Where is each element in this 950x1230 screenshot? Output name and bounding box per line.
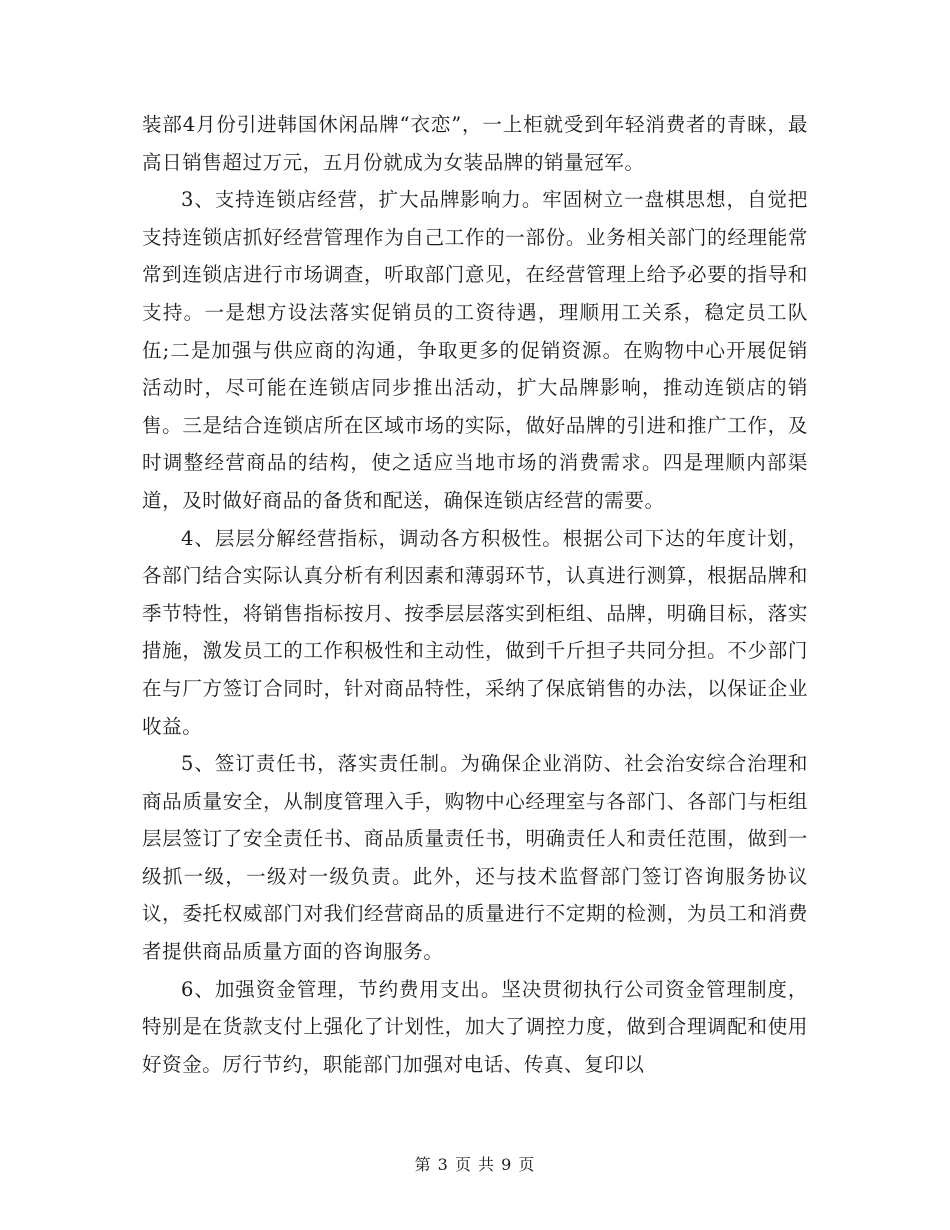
- paragraph-section-4: 4、层层分解经营指标，调动各方积极性。根据公司下达的年度计划，各部门结合实际认真分析有利因素和薄弱环节，认真进行测算，根据品牌和季节特性，将销售指标按月、按季层层落实到柜组、品牌，明确目标，落实措施，激发员工的工作积极性和主动性，做到千斤担子共同分担。不少部门在与厂方签订合同时，针对商品特性，采纳了保底销售的办法，以保证企业收益。: [142, 526, 808, 738]
- page-number-footer: 第 3 页 共 9 页: [414, 1155, 536, 1174]
- paragraph-continuation: 装部4月份引进韩国休闲品牌“衣恋”，一上柜就受到年轻消费者的青睐，最高日销售超过万元，五月份就成为女装品牌的销量冠军。: [142, 113, 808, 174]
- paragraph-section-3: 3、支持连锁店经营，扩大品牌影响力。牢固树立一盘棋思想，自觉把支持连锁店抓好经营管理作为自己工作的一部份。业务相关部门的经理能常常到连锁店进行市场调查，听取部门意见，在经营管理上给予必要的指导和支持。一是想方设法落实促销员的工资待遇，理顺用工关系，稳定员工队伍;二是加强与供应商的沟通，争取更多的促销资源。在购物中心开展促销活动时，尽可能在连锁店同步推出活动，扩大品牌影响，推动连锁店的销售。三是结合连锁店所在区域市场的实际，做好品牌的引进和推广工作，及时调整经营商品的结构，使之适应当地市场的消费需求。四是理顺内部渠道，及时做好商品的备货和配送，确保连锁店经营的需要。: [142, 188, 808, 512]
- paragraph-section-6: 6、加强资金管理，节约费用支出。坚决贯彻执行公司资金管理制度，特别是在货款支付上强化了计划性，加大了调控力度，做到合理调配和使用好资金。厉行节约，职能部门加强对电话、传真、复印以: [142, 977, 808, 1076]
- paragraph-section-5: 5、签订责任书，落实责任制。为确保企业消防、社会治安综合治理和商品质量安全，从制度管理入手，购物中心经理室与各部门、各部门与柜组层层签订了安全责任书、商品质量责任书，明确责任人和责任范围，做到一级抓一级，一级对一级负责。此外，还与技术监督部门签订咨询服务协议议，委托权威部门对我们经营商品的质量进行不定期的检测，为员工和消费者提供商品质量方面的咨询服务。: [142, 752, 808, 964]
- document-body: [142, 106, 808, 1083]
